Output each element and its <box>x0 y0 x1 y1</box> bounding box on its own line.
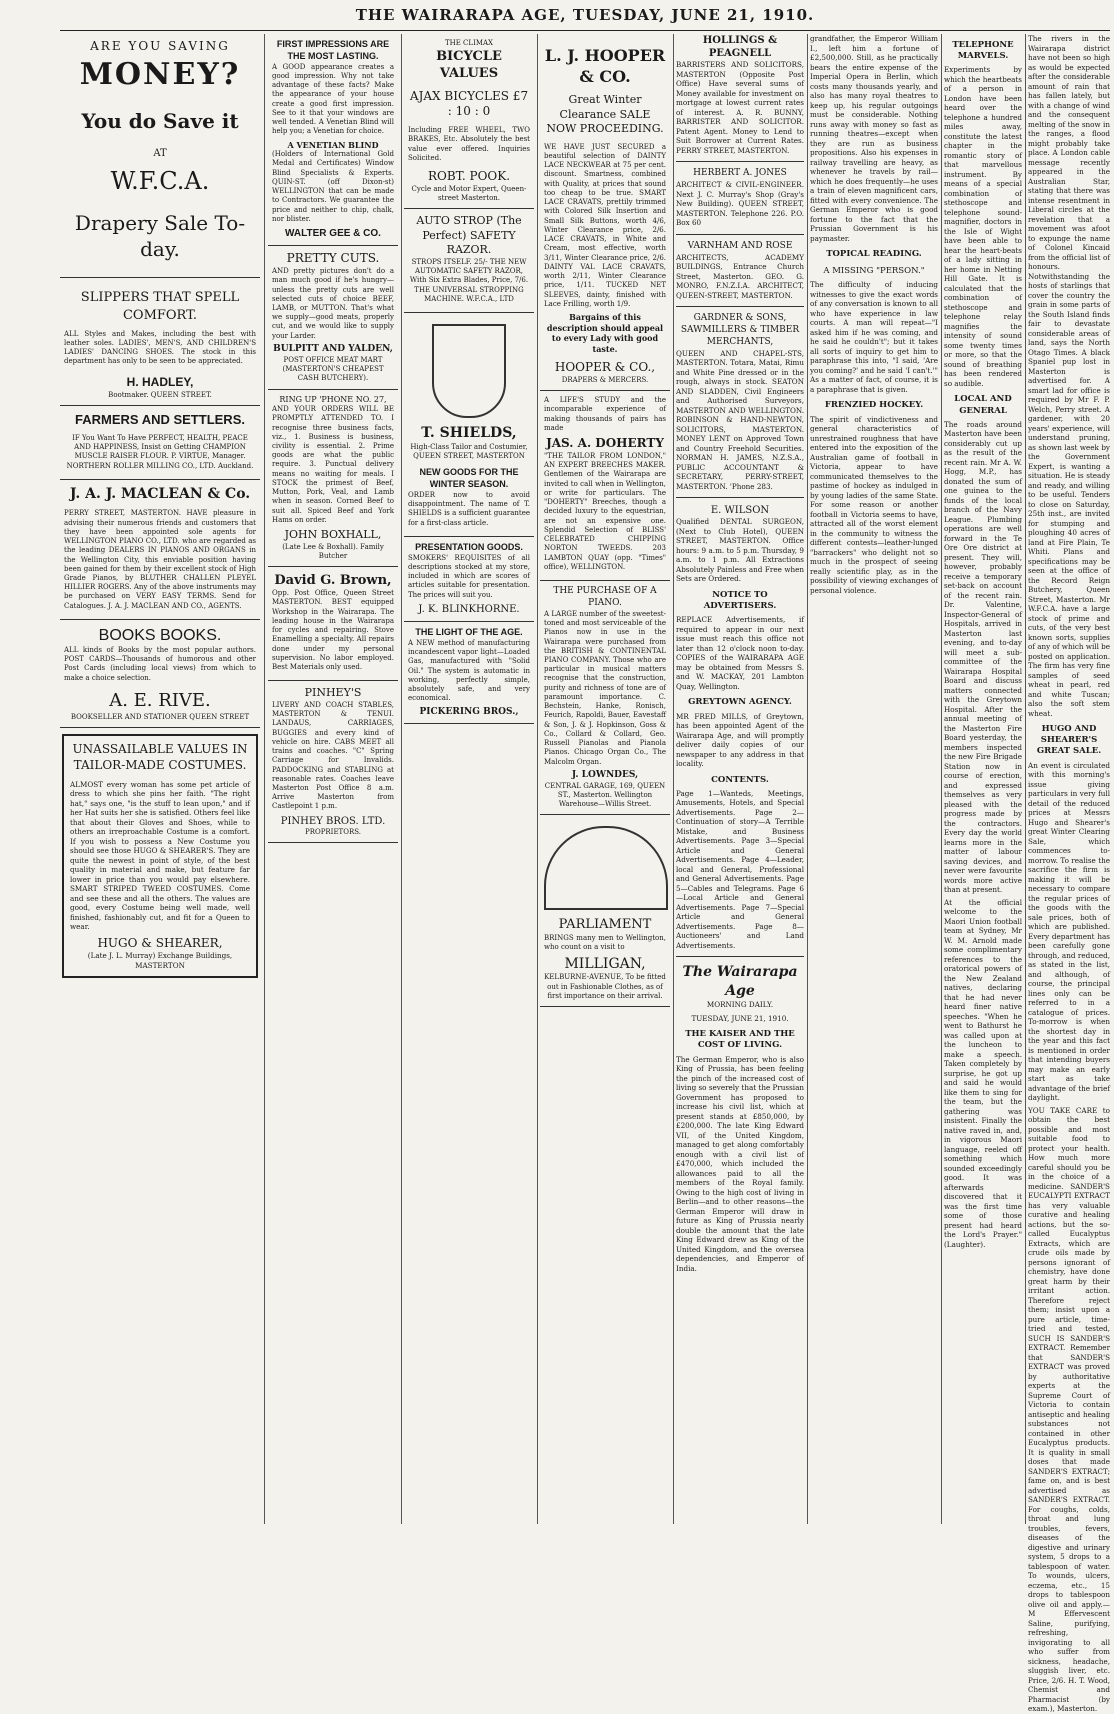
gardner-name: GARDNER & SONS, SAWMILLERS & TIMBER MERCHANTS, <box>680 313 800 347</box>
farmers-heading: FARMERS AND SETTLERS. <box>75 411 245 427</box>
hadley-sub: Bootmaker. QUEEN STREET. <box>108 390 212 399</box>
walter-gee: WALTER GEE & CO. <box>285 228 381 240</box>
pinhey-heading: PINHEY'S <box>304 686 362 700</box>
masthead-rule <box>60 30 1110 31</box>
parliament-heading: PARLIAMENT <box>558 917 652 933</box>
separator <box>676 161 804 162</box>
wilson-body: Qualified DENTAL SURGEON, (Next to Club Hotel), QUEEN STREET, MASTERTON. Office hours: 9 a.m. to 5 p.m. Thursday, 9 a.m. to 1 p.m. All Extractions Absolutely Painless and Free when Sets are Ordered. <box>676 517 804 584</box>
hooper-logo: L. J. HOOPER & CO. <box>544 46 666 87</box>
rive-name: A. E. RIVE. <box>109 689 211 711</box>
climax-heading: THE CLIMAX <box>444 39 494 47</box>
local-body: The roads around Masterton have been considerably cut up as the result of the recent rain. Mr A. W. Hogg, M.P., has donated the sum of one guinea to the funds of the local branch of the Navy League. Plumbing operations are well forward in the Te Ore Ore district at present. They will, however, probably receive a temporary set-back on account of the recent rain. Dr. Valentine, Inspector-General of Hospitals, arrived in Masterton last evening, and to-day will meet a sub-committee of the Wairarapa Hospital Board and discuss matters connected with the Greytown Hospital. After the annual meeting of the Masterton Fire Board yesterday, the members inspected the new Fire Brigade Station now in course of erection, and expressed themselves as very pleased with the progress made by the contractors. Every day the world learns more in the matter of labour saving devices, and never were favourite words more active than at present. <box>944 419 1022 895</box>
notice-body: REPLACE Advertisements, if required to appear in our next issue must reach this office not later than 12 o'clock noon to-day. COPIES of the WAIRARAPA AGE may be obtained from Messrs S. and W. MACKAY, 201 Lambton Quay, Wellington. <box>676 615 804 691</box>
column-8 <box>1028 34 1111 1714</box>
costumes-body: ALMOST every woman has some pet article of dress to which she pins her faith. "The right hat," says one, "is the stuff to lean upon," and if her Hat suits her she is satisfied. Others feel like that about their Gloves and Shoes, while to others an irreproachable Costume is a comfort. If you wish to possess a New Costume you should see those HUGO & SHEARER'S. They are quite the newest in point of style, of the best quality in material and make, but feature far lower in price than you would pay elsewhere. SMART STRIPED TWEED COSTUMES. Come and see these and all the others. The values are good, every Costume being well made, well finished, fashionably cut, and fit for a Queen to wear. <box>70 779 250 932</box>
blind-body: (Holders of International Gold Medal and Certificates) Window Blind Specialists & Experts. QUIN-ST. (off Dixon-st) WELLINGTON that can be made to Contractors. We guarantee the price and neither to chip, chalk, nor blister. <box>272 150 394 223</box>
gardner-body: QUEEN AND CHAPEL-STS, MASTERTON. Totara, Matai, Rimu and White Pine dressed or in the rough, always in stock. SEATON AND SLADDEN, Civil Engineers and Authorised Surveyors, MASTERTON AND WELLINGTON. ROBINSON & HAND-NEWTON, SOLICITORS, MASTERTON. MONEY LENT on Approved Town and Country Freehold Securities. NORMAN H. JAMES, N.Z.S.A., PUBLIC ACCOUNTANT & SECRETARY, PERRY-STREET, MASTERTON. 'Phone 283. <box>676 348 804 491</box>
telephone-body: Experiments by which the heartbeats of a person in London have been heard over the telephone a hundred miles away, constitute the latest chapter in the romantic story of that marvellous instrument. By means of a special combination of stethoscope and telephone sound-magnifier, doctors in the Isle of Wight have been able to hear the heart-beats of a lady sitting in her home in Netting Hill Gate. It is calculated that the combination of stethoscope and telephone relay magnifies the intensity of sound some twenty times or more, so that the sound of breathing has been rendered so audible. <box>944 65 1022 388</box>
first-heading: FIRST IMPRESSIONS ARE THE MOST LASTING. <box>276 39 390 61</box>
hooper2-name: HOOPER & CO., <box>554 360 656 375</box>
piano-ad <box>540 581 670 815</box>
contents-heading: CONTENTS. <box>711 774 769 785</box>
smokers-body: SMOKERS' REQUISITES of all descriptions stocked at my store, included in which are scores of articles suitable for presentation. The prices will suit you. <box>408 553 530 599</box>
saving-line: ARE YOU SAVING <box>90 39 230 53</box>
order-body: ORDER now to avoid disappointment. The name of T. SHIELDS is a sufficient guarantee for a first-class article. <box>408 490 530 527</box>
hockey-body: The spirit of vindictiveness and general characteristics of unrestrained roughness that have entered into the exposition of the Australian game of football in Victoria, appear to have communicated themselves to the pastime of hockey as indulged in by young ladies of the same State. For some reason or another football in Victoria seems to have, attracted all of the worst element in the community to witness the different contests—leather-lunged "barrackers" who delight not so much in the prospect of seeing really scientific play, as in the possibility of viewing exchanges of personal violence. <box>810 414 938 595</box>
column-divider <box>807 34 808 1524</box>
missing-body: The difficulty of inducing witnesses to give the exact words of any conversation is known to all who have experience in law courts. A man will repeat—"I asked him if he was coming, and he said he couldn't"; but it takes all sorts of inquiry to get him to paraphrase this into, "I said, 'Are you coming?' and he said 'I can't.'" As a matter of fact, of course, it is a paraphrase that is given. <box>810 280 938 394</box>
wfca-line: W.F.C.A. <box>110 167 210 195</box>
paper-date: TUESDAY, JUNE 21, 1910. <box>691 1013 789 1023</box>
books-ad <box>60 620 260 728</box>
maclean-body: PERRY STREET, MASTERTON. HAVE pleasure in advising their numerous friends and customers that they have been appointed sole agents for WELLINGTON PIANO CO., LTD. who are regarded as the leading DEALERS IN PIANOS AND ORGANS in the Wellington City, this enviable position having been gained for them by their excellent stock of High Grade Pianos, by BLUTHER CHALLEN PLEYEL HILLIER ROGERS. Any of the above instruments may be purchased on VERY EASY TERMS. Send for Catalogues. J. A. J. MACLEAN AND CO., AGENTS. <box>64 509 256 610</box>
hockey-heading: FRENZIED HOCKEY. <box>824 400 924 411</box>
light-ad <box>404 622 534 724</box>
paper-title: The Wairarapa Age <box>682 964 798 999</box>
varnham-name: VARNHAM AND ROSE <box>687 240 793 251</box>
ring-heading: RING UP 'PHONE NO. 27, <box>279 394 387 404</box>
column-divider <box>537 34 538 1524</box>
hadley-ad <box>60 278 260 405</box>
jones-body: ARCHITECT & CIVIL-ENGINEER. Next J. C. Murray's Shop (Gray's New Building). QUEEN STREET, MASTERTON. Telephone 226. P.O. Box 60 <box>676 180 804 228</box>
doherty-body: "THE TAILOR FROM LONDON," AN EXPERT BREECHES MAKER. Gentlemen of the Wairarapa are invited to call when in Wellington, or write for particulars. The "DOHERTY" Breeches, though a decided luxury to the equestrian, are not an expensive one. Splendid Selection of BLISS' CELEBRATED CHIPPING NORTON TWEEDS. 203 LAMBTON QUAY (opp. "Times" office), WELLINGTON. <box>544 452 666 571</box>
hugo-sale-heading: HUGO AND SHEARER'S GREAT SALE. <box>1036 724 1102 757</box>
column-divider <box>673 34 674 1524</box>
pinhey-prop: PROPRIETORS. <box>304 827 362 836</box>
maclean-ad <box>60 480 260 620</box>
lowndes-sub: CENTRAL GARAGE, 169, QUEEN ST., Masterton. Wellington Warehouse—Willis Street. <box>544 781 666 809</box>
separator <box>676 497 804 498</box>
kaiser-heading: THE KAISER AND THE COST OF LIVING. <box>685 1029 795 1051</box>
masthead: THE WAIRARAPA AGE, TUESDAY, JUNE 21, 1910. <box>355 6 815 24</box>
kaiser-continued: grandfather, the Emperor William I., left him a fortune of £2,500,000. Still, as he practically bears the entire expense of the Imperial Opera in Berlin, which costs many thousands yearly, and also has many royal theatres to keep up, his regular outgoings must be considerable. Nothing runs away with money so fast as running theatres—except when they are run as business propositions. Also his expenses in railway travelling are heavy, as whenever he travels by rail—which he does frequently—he uses a train of eleven magnificent cars, fitted with every convenience. The German Emperor who is good fortune to the fact that the Prussian Government is his paymaster. <box>810 34 938 243</box>
boxhall-sub: (Late Lee & Boxhall). Family Butcher <box>282 542 384 560</box>
clearance-body: WE HAVE JUST SECURED a beautiful selection of DAINTY LACE NECKWEAR at 75 per cent. discount. Smartness, combined with Quality, at prices that sound too cheap to be true. SMART LACE CRAVATS, prettily trimmed with Colored Silk Insertion and Small Silk Buttons, worth 4/6, Winter Clearance price, 2/6. LACE CRAVATS, in White and Cream, most effective, worth 3/11, Winter Clearance price, 2/6. DAINTY VAL LACE CRAVATS, worth 2/11, Winter Clearance price, 1/11. TUCKED NET SLEEVES, dainty, finished with Lace Frilling, worth 1/9. <box>544 142 666 308</box>
contents-body: Page 1—Wanteds, Meetings, Amusements, Hotels, and Special Advertisements. Page 2—Continuation of story—A Terrible Mistake, and Business Advertisements. Page 3—Special Article and General Advertisements. Page 4—Leader, local and General, Professional and General Advertisements. Page 5—Cables and Telegrams. Page 6—Local Article and General Advertisements. Page 7—Special Article and General Advertisements. Page 8—Auctioneers' and Land Advertisements. <box>676 788 804 950</box>
drapery-line: Drapery Sale To-day. <box>74 210 246 262</box>
brings-line: BRINGS many men to Wellington, who count on a visit to <box>544 933 666 951</box>
welcome-body: At the official welcome to the Maori Union football team at Sydney, Mr W. M. Arnold made some complimentary references to the oratorical powers of the New Zealand natives, declaring that he had never heard finer native speeches. "When he went to Bathurst he was called upon at the luncheon to make a speech. Taken completely by surprise, he got up and said he would like them to sing for the team, but the gathering was insistent. Finally the native raved in, and, in vigorous Maori language, reeled off something which sounded exceedingly good. It was afterwards discovered that it was the first time some of those present had heard the Lord's Prayer." (Laughter). <box>944 897 1022 1249</box>
books-body: ALL kinds of Books by the most popular authors. POST CARDS—Thousands of humorous and other Post Cards (including local views) from which to make a choice selection. <box>64 646 256 682</box>
bulpitt-sub: POST OFFICE MEAT MART (MASTERTON'S CHEAPEST CASH BUTCHERY). <box>282 355 384 383</box>
clearance-heading: Great Winter Clearance SALE NOW PROCEEDING. <box>546 93 664 136</box>
ajax-price: AJAX BICYCLES £7 : 10 : 0 <box>409 88 529 119</box>
brown-ad <box>268 567 398 681</box>
costumes-ad <box>62 734 258 978</box>
piano-body: A LARGE number of the sweetest-toned and most serviceable of the Pianos now in use in the Wairarapa were purchased from the BRITISH & CONTINENTAL PIANO COMPANY. Those who are particular in musical matters recognise that the construction, purity and richness of tone are of paramount importance. C. Bechstein, Hanke, Ronisch, Feurich, Rapoldi, Bauer, Eavestaff & Son, J. & J. Hopkinson, Goss & Co., Collard & Collard, Geo. Russell Pianolas and Pianola Pianos. Chicago Organ Co., The Malcolm Organ. <box>544 609 666 766</box>
hugo-sub: (Late J. L. Murray) Exchange Buildings, MASTERTON <box>87 951 233 970</box>
farmers-body: IF You Want To Have PERFECT, HEALTH, PEACE AND HAPPINESS, Insist on Getting CHAMPION MUSCLE RAISER FLOUR. P. VIRTUE, Manager. NORTHERN ROLLER MILLING CO., LTD. Auckland. <box>66 433 254 470</box>
bargain-line: Bargains of this description should appeal to every Lady with good taste. <box>546 311 664 354</box>
hollings-body: BARRISTERS AND SOLICITORS, MASTERTON (Opposite Post Office) Have several sums of Money available for investment on mortgage at lowest current rates of interest. A. R. BUNNY, BARRISTER AND SOLICITOR. Patent Agent. Money to Lend to Suit Borrower at Current Rates. PERRY STREET, MASTERTON. <box>676 60 804 155</box>
pinhey-bros: PINHEY BROS. LTD. <box>280 815 386 827</box>
notice-heading: NOTICE TO ADVERTISERS. <box>703 589 777 612</box>
pinhey-ad <box>268 681 398 843</box>
presentation-heading: PRESENTATION GOODS. <box>415 541 523 552</box>
column-divider <box>1025 34 1026 1524</box>
wilson-name: E. WILSON <box>710 505 770 517</box>
shields-sub: High-Class Tailor and Costumier, QUEEN STREET, MASTERTON <box>410 442 528 460</box>
blinkhorne-name: J. K. BLINKHORNE. <box>418 603 520 615</box>
monogram-crest-icon <box>432 324 506 418</box>
money-line: MONEY? <box>79 56 241 92</box>
hooper-ad <box>540 34 670 391</box>
bicycle-heading: BICYCLE VALUES <box>436 49 502 82</box>
rive-sub: BOOKSELLER AND STATIONER QUEEN STREET <box>70 712 250 721</box>
light-heading: THE LIGHT OF THE AGE. <box>415 627 523 638</box>
first-body: A GOOD appearance creates a good impression. Why not take advantage of these facts? Make the appearance of your house create a good first impression. See to it that your windows are well tended. A Venetian Blind will help you; a Venetian for choice. <box>272 62 394 136</box>
blind-heading: A VENETIAN BLIND <box>287 139 379 150</box>
autostrop-ad <box>404 209 534 313</box>
shields-ad <box>404 313 534 537</box>
first-impressions-ad <box>268 34 398 246</box>
strop-body: STROPS ITSELF. 25/- THE NEW AUTOMATIC SAFETY RAZOR, With Six Extra Blades, Price, 7/6. THE UNIVERSAL STROPPING MACHINE. W.F.C.A., LTD <box>409 257 529 303</box>
local-heading: LOCAL AND GENERAL <box>954 394 1012 416</box>
pickering-name: PICKERING BROS., <box>419 706 519 717</box>
varnham-body: ARCHITECTS, ACADEMY BUILDINGS, Entrance Church Street, Masterton. GEO. G. MONRO, F.N.Z.I.A. ARCHITECT, QUEEN-STREET, MASTERTON. <box>676 252 804 300</box>
kaiser-body: The German Emperor, who is also King of Prussia, has been feeling the pinch of the increased cost of living so severely that the Prussian Government has proposed to increase his civil list, which at present stands at £850,000, by £200,000. The late King Edward VII, of the United Kingdom, managed to get along comfortably enough with a civil list of £470,000, which included the allowances paid to all the members of the Royal family. Owing to the high cost of living in Berlin—and to other reasons—the German Emperor will draw in future as King of Prussia nearly double the amount that the late King Edward drew as King of the United Kingdom, and the oversea dependencies, and Emperor of India. <box>676 1054 804 1273</box>
pretty-heading: PRETTY CUTS. <box>286 251 380 266</box>
blinkhorne-ad <box>404 537 534 622</box>
boxhall-ad <box>268 390 398 568</box>
doherty-ad <box>540 391 670 581</box>
pinhey-body: LIVERY AND COACH STABLES, MASTERTON & TENUI. LANDAUS, CARRIAGES, BUGGIES and every kind of vehicle on hire. CABS MEET all trains and coaches. "C" Spring Carriage for Invalids. PADDOCKING and STABLING at reasonable rates. Coaches leave Masterton Post Office 8 a.m. Arrive Masterton from Castlepoint 1 p.m. <box>272 700 394 811</box>
column-divider <box>264 34 265 1524</box>
missing-heading: A MISSING "PERSON." <box>823 266 925 277</box>
pretty-body: AND pretty pictures don't do a man much good if he's hungry—unless the pretty cuts are well selected cuts of choice BEEF, LAMB, or MUTTON. That's what we supply—good meats, properly cut, and we would like to supply your Larder. <box>272 267 394 340</box>
column-3 <box>404 34 534 1524</box>
farmers-ad <box>60 406 260 480</box>
hadley-name: H. HADLEY, <box>126 374 194 389</box>
column-2 <box>268 34 398 1524</box>
boxhall-name: JOHN BOXHALL, <box>284 528 382 542</box>
doherty-name: JAS. A. DOHERTY <box>546 436 664 451</box>
piano-heading: THE PURCHASE OF A PIANO. <box>553 586 657 608</box>
bulpitt-name: BULPITT AND YALDEN, <box>273 343 393 354</box>
books-heading: BOOKS BOOKS. <box>98 626 222 644</box>
milligan-ad <box>540 815 670 1007</box>
light-body: A NEW method of manufacturing incandescent vapor light—Loaded Gas, manufactured with "Solid Oil." The system is automatic in working, perfectly simple, absolutely safe, and very economical. <box>408 638 530 703</box>
separator <box>676 306 804 307</box>
hollings-name: HOLLINGS & PEAGNELL <box>702 35 778 60</box>
brown-body: Opp. Post Office, Queen Street MASTERTON. BEST equipped Workshop in the Wairarapa. The leading house in the Wairarapa for cycles and repairing. Stove Enamelling a specialty. All repairs done under my personal supervision. No labor employed. Best Materials only used. <box>272 589 394 672</box>
maclean-name: J. A. J. MACLEAN & Co. <box>69 485 251 502</box>
at-line: AT <box>153 147 167 159</box>
column-4 <box>540 34 670 1524</box>
study-line: A LIFE'S STUDY and the incomparable experience of making thousands of pairs has made <box>544 396 666 432</box>
column-divider <box>941 34 942 1524</box>
separator <box>676 234 804 235</box>
parliament-building-icon <box>544 826 668 910</box>
save-line: You do Save it <box>81 109 239 134</box>
paper-sub: MORNING DAILY. <box>706 1000 774 1010</box>
column-7 <box>944 34 1022 1524</box>
goods-heading: NEW GOODS FOR THE WINTER SEASON. <box>419 467 519 489</box>
sanders-ad: YOU TAKE CARE to obtain the best possible and most suitable food to protect your health. How much more careful should you be in the choice of a medicine. SANDER'S EUCALYPTI EXTRACT has very valuable curative and healing actions, but the so-called Eucalyptus Extracts, which are crude oils made by persons ignorant of chemistry, have done great harm by their irritant action. Therefore reject them; insist upon a pure article, time-tried and tested, SUCH IS SANDER'S EXTRACT. Remember that SANDER'S EXTRACT was proved by authoritative experts at the Supreme Court of Victoria to contain antiseptic and healing substances not contained in other Eucalyptus products. It is quality in small doses that made SANDER'S EXTRACT; fame on, and is best advertised as SANDER'S EXTRACT. For coughs, colds, throat and lung troubles, fevers, diseases of the digestive and urinary system, 5 drops to a tablespoon of water. To wounds, ulcers, eczema, etc., 15 drops to tablespoon olive oil and apply.—M Effervescent Saline, purifying, refreshing, invigorating to all who suffer from sickness, headache, sluggish liver, etc. Price, 2/6. H. T. Wood, Chemist and Pharmacist (by exam.), Masterton. <box>1028 1105 1110 1714</box>
slippers-body: ALL Styles and Makes, including the best with leather soles. LADIES', MEN'S, AND CHILDREN'S LADIES' DANCING SHOES. The stock in this department has only to be seen to be appreciated. <box>64 329 256 366</box>
jones-name: HERBERT A. JONES <box>693 168 787 179</box>
milligan-sub: KELBURNE-AVENUE, To be fitted out in Fashionable Clothes, as of first importance on their arrival. <box>544 973 666 1000</box>
slippers-heading: SLIPPERS THAT SPELL COMFORT. <box>80 290 240 323</box>
wfca-ad <box>60 34 260 278</box>
milligan-name: MILLIGAN, <box>564 955 646 972</box>
bicycle-ad <box>404 34 534 209</box>
ajax-body: Including FREE WHEEL, TWO BRAKES, Etc. Absolutely the best value ever offered. Inquiries Solicited. <box>408 126 530 162</box>
column-6 <box>810 34 938 1524</box>
pretty-cuts-ad <box>268 246 398 389</box>
telephone-heading: TELEPHONE MARVELS. <box>952 40 1014 62</box>
column-1 <box>60 34 260 1524</box>
hooper2-sub: DRAPERS & MERCERS. <box>561 376 649 384</box>
shields-name: T. SHIELDS, <box>421 425 517 442</box>
separator <box>676 956 804 957</box>
pook-name: ROBT. POOK. <box>427 169 511 184</box>
column-5 <box>676 34 804 1524</box>
greytown-heading: GREYTOWN AGENCY. <box>688 697 792 708</box>
hugo-name: HUGO & SHEARER, <box>97 935 223 950</box>
topical-heading: TOPICAL READING. <box>826 249 922 259</box>
strop-heading: AUTO STROP (The Perfect) SAFETY RAZOR. <box>416 214 522 257</box>
column-divider <box>401 34 402 1524</box>
rivers-body: The rivers in the Wairarapa district have not been so high as would be expected after the considerable amount of rain that has fallen lately, but with a change of wind and the consequent melting of the snow in the ranges, a flood might probably take place. A London cable message recently appeared in the Australian Star, stating that there was intense resentment in Liberal circles at the revelation that a movement was afoot to expunge the name of Colonel Kincaid from the official list of honours. Notwithstanding the hosts of starlings that cover the country the grain in some parts of the South Island finds fair to devastate considerable areas of land, says the North Otago Times. A black Spaniel pup lost in Masterton is advertised for. A smart lad for office is required by Mr F. P. Welch, Perry street. A gardener, with 20 years' experience, will understand pruning, as shown last week by the Government Expert, is wanting a situation. He is steady and ready, and willing to be useful. Tenders to close on Saturday, 25th inst., are invited for stumping and ploughing 40 acres of land at Fire Plain, Te Whiti. Plans and specifications may be seen at the office of the Record Reign Butchery, Queen Street, Masterton. Mr W.F.C.A. have a large stock of prime and cuts, of the very best known sorts, supplies of any of which will be posted on application. The firm has very fine samples of seed wheat in pearl, red and white Tuscan; also the soft stem wheat. <box>1028 34 1111 718</box>
costumes-heading: UNASSAILABLE VALUES IN TAILOR-MADE COSTUMES. <box>72 741 248 772</box>
pook-sub: Cycle and Motor Expert, Queen-street Masterton. <box>411 184 527 203</box>
hugo-sale-body: An event is circulated with this morning's issue giving particulars in very full detail of the reduced prices at Messrs Hugo and Shearer's great Winter Clearing Sale, which commences to-morrow. To realise the sacrifice the firm is making it will be necessary to compare the regular prices of the goods with the sale prices, both of which are published. Every department has been carefully gone through, and reduced, as stated in the list, and although, of course, the principal lines only can be referred to in a catalogue of prices. To-morrow is when the shortest day in the year and this fact is mentioned in order that intending buyers may make an early start as take advantage of the brief daylight. <box>1028 760 1110 1103</box>
ring-body: AND YOUR ORDERS WILL BE PROMPTLY ATTENDED TO. I recognise three business facts, viz., 1. Business is business, civility is essential. 2. Prime goods are what the public require. 3. Punctual delivery means no waiting for meals. I STOCK the primest of Beef, Mutton, Pork, Veal, and Lamb when in season. Corned Beef to suit all. Spiced Beef and York Hams on order. <box>272 405 394 524</box>
greytown-body: MR FRED MILLS, of Greytown, has been appointed Agent of the Wairarapa Age, and will promptly deliver daily copies of our newspaper to any address in that locality. <box>676 711 804 769</box>
brown-name: David G. Brown, <box>274 573 392 589</box>
lowndes-name: J. LOWNDES, <box>571 769 639 780</box>
